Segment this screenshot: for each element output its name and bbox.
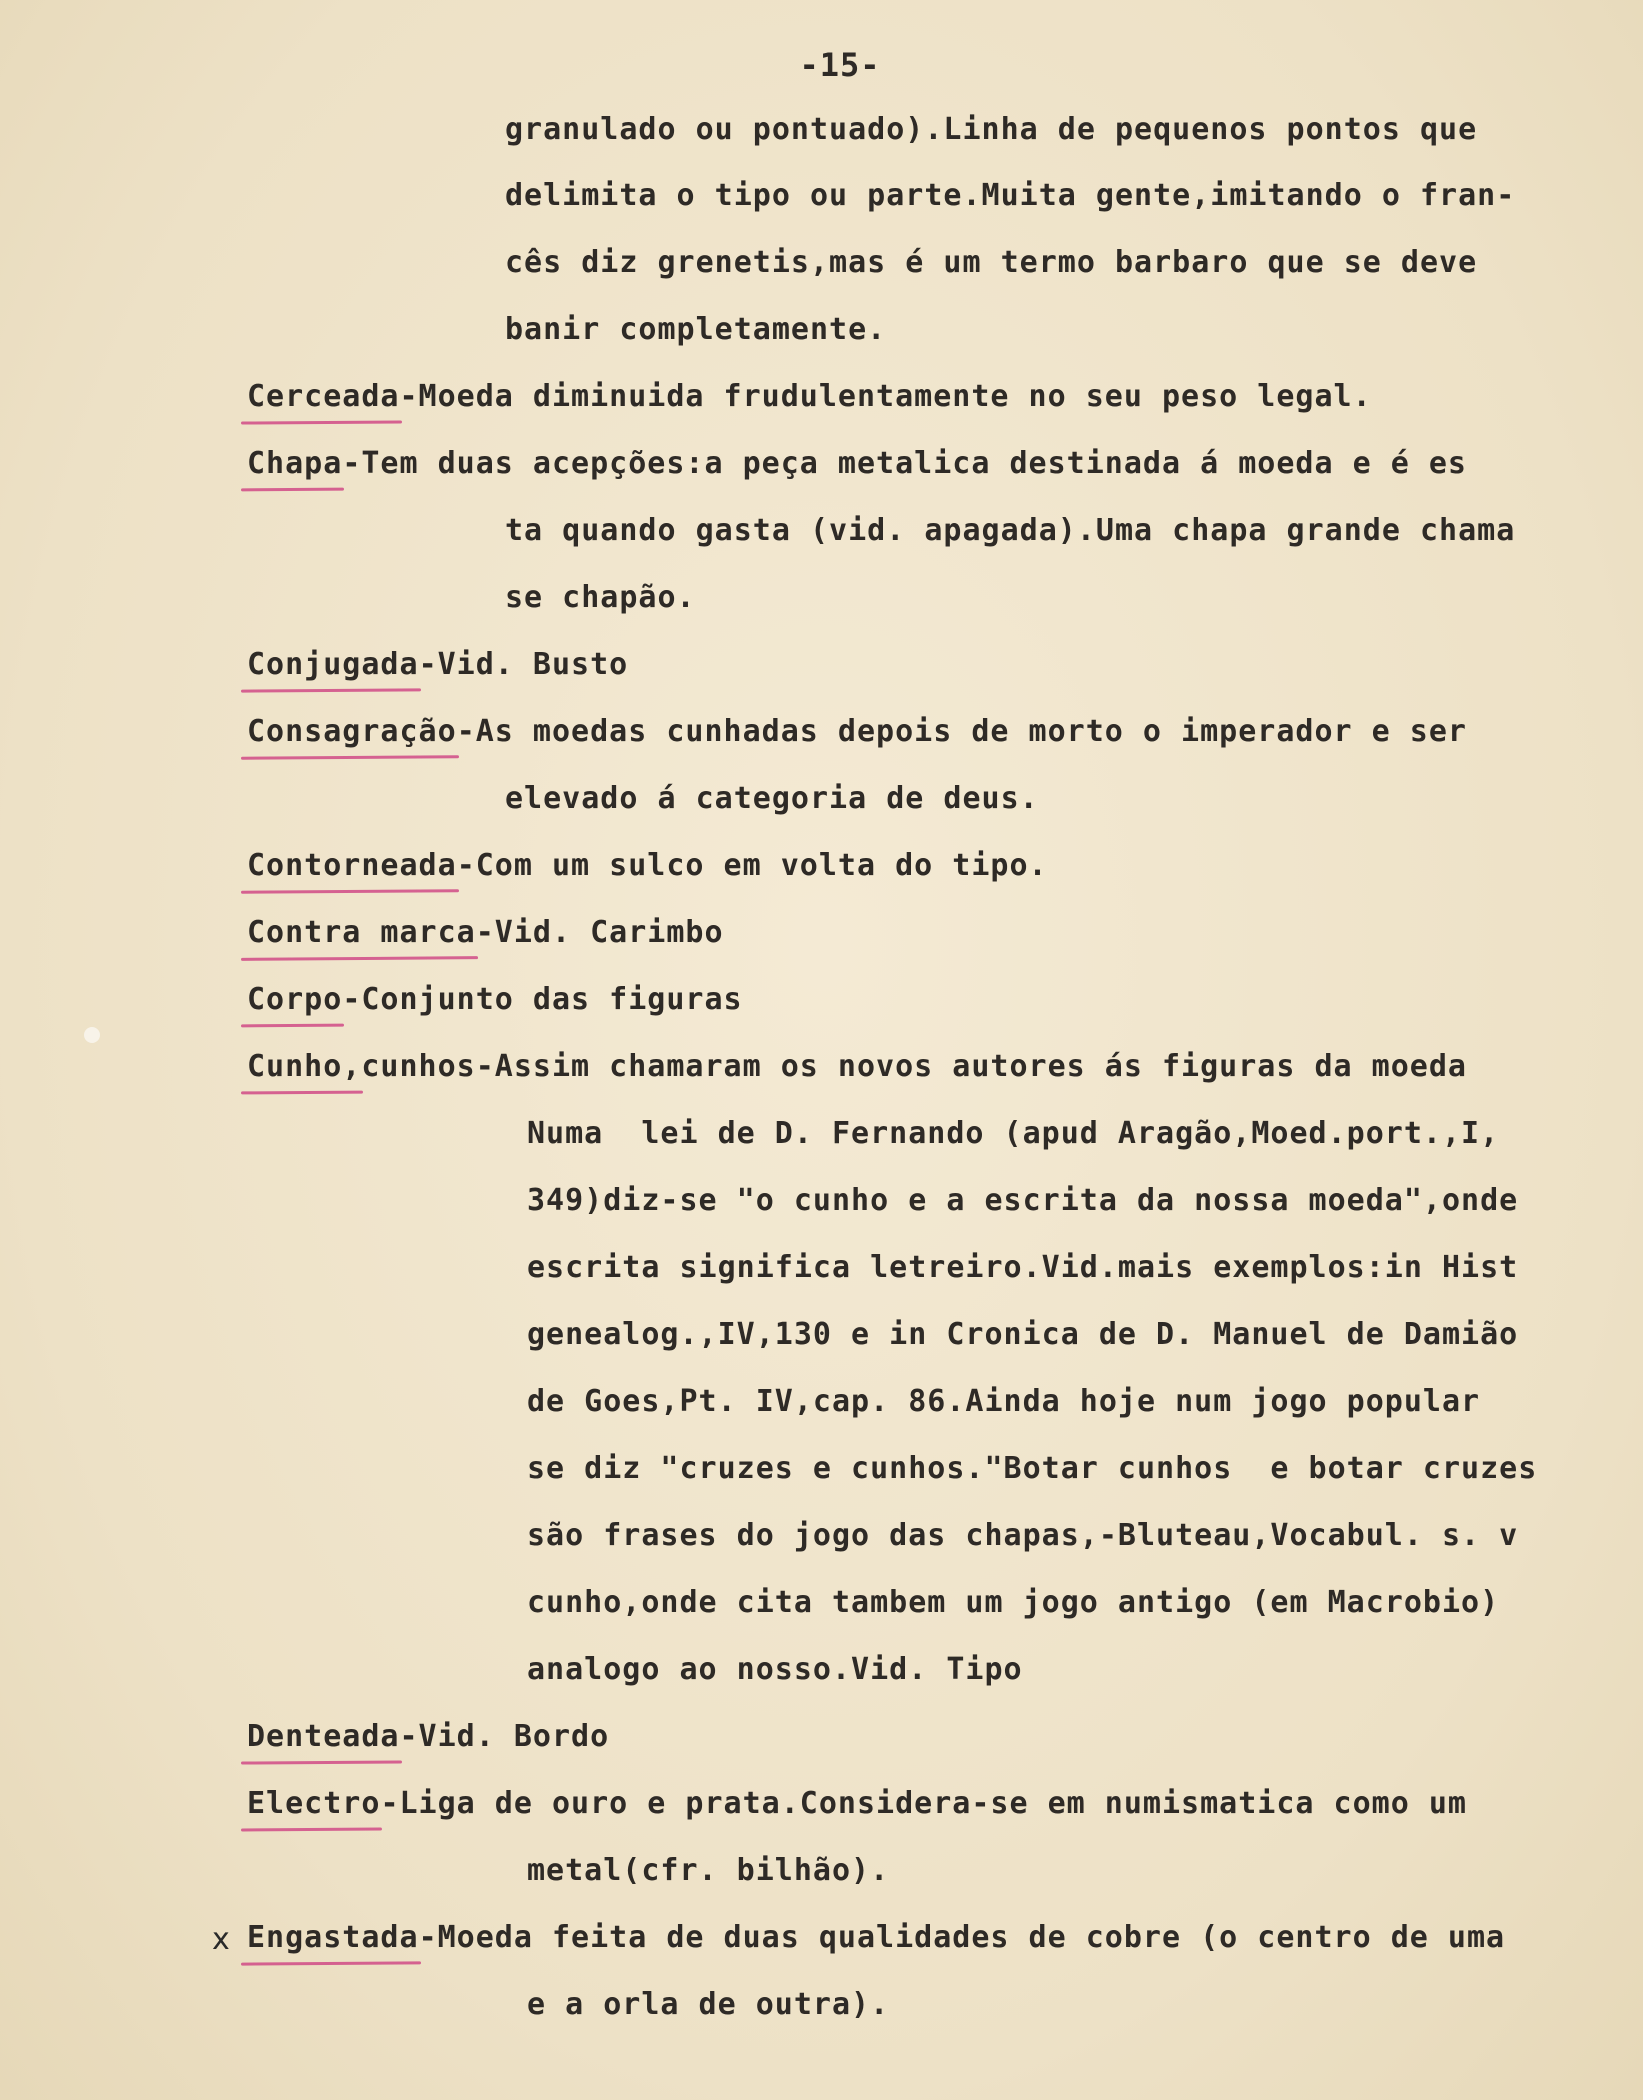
entry-term: Conjugada: [247, 647, 419, 682]
text-line: Numa lei de D. Fernando (apud Aragão,Moed.port.,I,: [527, 1116, 1500, 1151]
text-line: granulado ou pontuado).Linha de pequenos pontos que: [505, 112, 1478, 147]
text-line: cunho,onde cita tambem um jogo antigo (em Macrobio): [527, 1585, 1500, 1620]
entry-term: Contorneada: [247, 848, 457, 883]
entry-line: [247, 1918, 1505, 1958]
text-line: 349)diz-se "o cunho e a escrita da nossa moeda",onde: [527, 1183, 1519, 1218]
entry-definition: -Vid. Carimbo: [475, 915, 724, 950]
entry-line: [247, 645, 628, 685]
entry-definition: cunhos-Assim chamaram os novos autores ás figuras da moeda: [361, 1049, 1467, 1084]
text-line: e a orla de outra).: [527, 1987, 890, 2022]
entry-definition: -Moeda feita de duas qualidades de cobre (o centro de uma: [418, 1920, 1506, 1955]
page-number: -15-: [799, 46, 881, 84]
entry-term: Cunho,: [247, 1049, 362, 1084]
entry-line: [247, 1717, 609, 1757]
entry-term: Contra marca: [247, 915, 476, 950]
entry-definition: -Com um sulco em volta do tipo.: [456, 848, 1048, 883]
entry-term: Engastada: [247, 1920, 419, 1955]
text-line: genealog.,IV,130 e in Cronica de D. Manuel de Damião: [527, 1317, 1519, 1352]
entry-line: [247, 1047, 1467, 1087]
text-line: elevado á categoria de deus.: [505, 781, 1039, 816]
punch-hole: [84, 1027, 100, 1043]
entry-line: [247, 444, 1467, 484]
text-line: cês diz grenetis,mas é um termo barbaro que se deve: [505, 245, 1478, 280]
entry-line: [247, 712, 1467, 752]
entry-line: [247, 1784, 1467, 1824]
entry-term: Cerceada: [247, 379, 400, 414]
text-line: analogo ao nosso.Vid. Tipo: [527, 1652, 1023, 1687]
entry-definition: -Tem duas acepções:a peça metalica destinada á moeda e é es: [342, 446, 1467, 481]
entry-definition: -Moeda diminuida frudulentamente no seu peso legal.: [399, 379, 1372, 414]
entry-definition: -Vid. Bordo: [399, 1719, 610, 1754]
text-line: são frases do jogo das chapas,-Bluteau,Vocabul. s. v: [527, 1518, 1519, 1553]
text-line: se chapão.: [505, 580, 696, 615]
text-line: se diz "cruzes e cunhos."Botar cunhos e botar cruzes: [527, 1451, 1538, 1486]
entry-term: Consagração: [247, 714, 457, 749]
text-line: ta quando gasta (vid. apagada).Uma chapa grande chama: [505, 513, 1516, 548]
entry-definition: -Vid. Busto: [418, 647, 629, 682]
text-line: de Goes,Pt. IV,cap. 86.Ainda hoje num jogo popular: [527, 1384, 1481, 1419]
text-line: escrita significa letreiro.Vid.mais exemplos:in Hist: [527, 1250, 1519, 1285]
entry-line: [247, 846, 1048, 886]
entry-definition: -As moedas cunhadas depois de morto o imperador e ser: [456, 714, 1467, 749]
entry-line: [247, 377, 1372, 417]
entry-line: [247, 980, 743, 1020]
handwritten-x-mark: x: [212, 1922, 230, 1957]
text-line: delimita o tipo ou parte.Muita gente,imitando o fran-: [505, 178, 1516, 213]
text-line: metal(cfr. bilhão).: [527, 1853, 890, 1888]
entry-definition: -Liga de ouro e prata.Considera-se em numismatica como um: [380, 1786, 1467, 1821]
entry-term: Electro: [247, 1786, 381, 1821]
text-line: banir completamente.: [505, 312, 887, 347]
entry-term: Denteada: [247, 1719, 400, 1754]
entry-line: [247, 913, 724, 953]
entry-term: Corpo: [247, 982, 343, 1017]
entry-term: Chapa: [247, 446, 343, 481]
entry-definition: -Conjunto das figuras: [342, 982, 743, 1017]
